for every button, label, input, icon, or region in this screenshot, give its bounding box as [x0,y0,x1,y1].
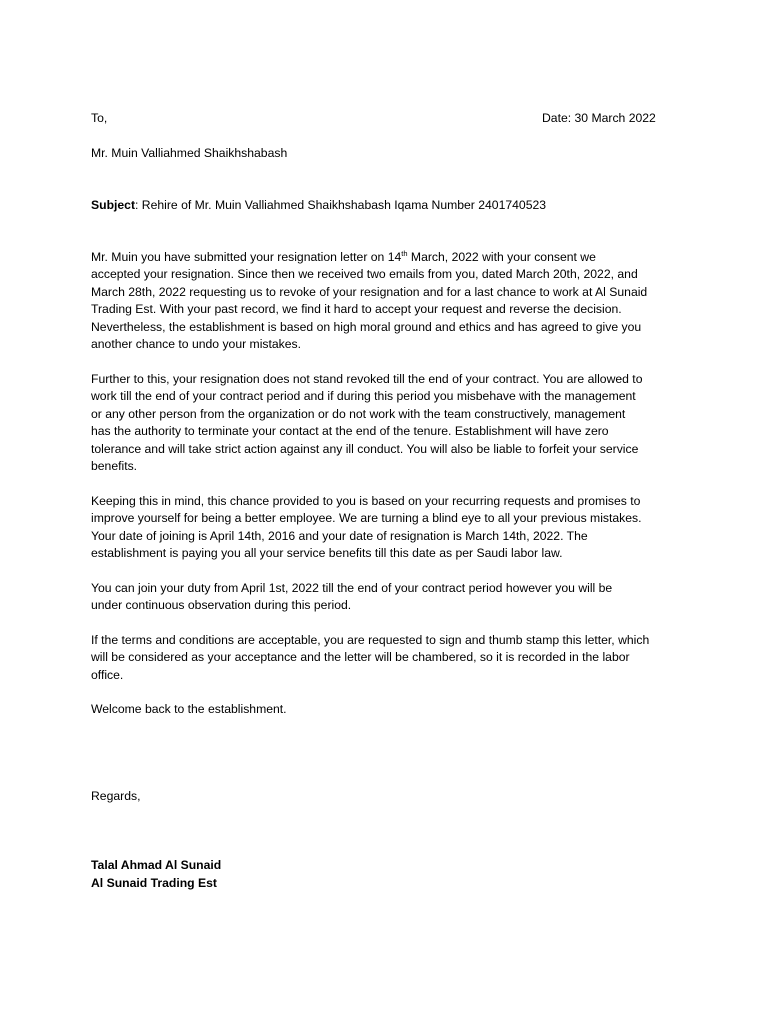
paragraph-line: Keeping this in mind, this chance provided to you is based on your recurring requests and promises to [91,494,641,508]
paragraph-line: tolerance and will take strict action against any ill conduct. You will also be liable to forfeit your service [91,441,639,456]
welcome-line: Welcome back to the establishment. [91,702,287,716]
closing-regards: Regards, [91,789,141,803]
paragraph-line: will be considered as your acceptance and the letter will be chambered, so it is recorded in the labor [91,650,630,665]
paragraph-line: under continuous observation during this period. [91,598,352,613]
paragraph-line: Nevertheless, the establishment is based on high moral ground and ethics and has agreed to give you [91,319,642,334]
paragraph-1 [91,249,691,353]
paragraph-line: improve yourself for being a better employee. We are turning a blind eye to all your previous mistakes. [91,511,642,526]
paragraph-line: office. [91,667,124,682]
paragraph-5 [91,632,691,684]
paragraph-4 [91,580,691,615]
subject-text: : Rehire of Mr. Muin Valliahmed Shaikhshabash Iqama Number 2401740523 [135,198,547,212]
letter-date: Date: 30 March 2022 [542,111,656,125]
signatory-company: Al Sunaid Trading Est [91,876,217,890]
paragraph-line: another chance to undo your mistakes. [91,337,302,352]
paragraph-line: or any other person from the organization or do not work with the team constructively, management [91,406,626,421]
subject-line [91,197,546,214]
text-fragment: March, 2022 with your consent we [407,250,596,264]
paragraph-line [91,249,691,266]
paragraph-line: Further to this, your resignation does not stand revoked till the end of your contract. You are allowed to [91,372,643,386]
paragraph-line: Trading Est. With your past record, we find it hard to accept your request and reverse the decision. [91,302,622,317]
to-label: To, [91,111,108,125]
paragraph-line: Your date of joining is April 14th, 2016 and your date of resignation is March 14th, 2022. The [91,528,588,543]
paragraph-line: If the terms and conditions are acceptable, you are requested to sign and thumb stamp this letter, which [91,633,650,647]
paragraph-line: benefits. [91,459,138,474]
paragraph-line: March 28th, 2022 requesting us to revoke of your resignation and for a last chance to work at Al Sunaid [91,284,648,299]
ordinal-suffix: th [401,248,408,258]
recipient-name: Mr. Muin Valliahmed Shaikhshabash [91,146,288,160]
text-fragment: Mr. Muin you have submitted your resignation letter on 14 [91,250,402,264]
paragraph-3 [91,493,691,563]
paragraph-line: has the authority to terminate your contact at the end of the tenure. Establishment will have zero [91,424,609,439]
paragraph-line: establishment is paying you all your service benefits till this date as per Saudi labor law. [91,546,563,561]
paragraph-line: work till the end of your contract period and if during this period you misbehave with the management [91,389,636,404]
subject-label: Subject [91,198,136,212]
paragraph-2 [91,371,691,475]
signatory-name: Talal Ahmad Al Sunaid [91,858,222,872]
paragraph-line: accepted your resignation. Since then we received two emails from you, dated March 20th, 2022, and [91,267,638,282]
paragraph-line: You can join your duty from April 1st, 2022 till the end of your contract period however you will be [91,581,613,595]
